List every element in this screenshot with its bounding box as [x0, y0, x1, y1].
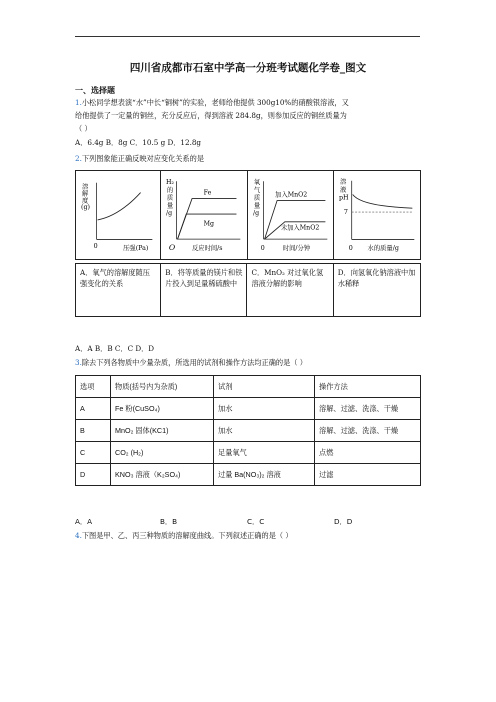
graph-b-xlabel: 反应时间/s — [192, 244, 223, 252]
question-3-stem: 3.除去下列各物质中少量杂质，所选用的试剂和操作方法均正确的是（ ） — [75, 358, 307, 367]
row-a-reagent: 加水 — [214, 398, 315, 420]
graph-a-cell — [76, 171, 161, 260]
graph-d — [338, 174, 416, 256]
graph-b-ylabel: H₂ 的 质 量 /g — [166, 179, 175, 217]
caption-table — [75, 263, 421, 317]
row-c-method: 点燃 — [315, 442, 421, 464]
row-a-substance: Fe 粉(CuSO₄) — [111, 398, 214, 420]
row-c-reagent: 足量氧气 — [214, 442, 315, 464]
caption-b: B．将等质量的镁片和铁片投入到足量稀硫酸中 — [161, 264, 247, 317]
question-1-options: A．6.4g B．8g C．10.5 g D．12.8g — [75, 138, 202, 147]
row-b-substance: MnO₂ 固体(KC1) — [111, 420, 214, 442]
question-3-option-a: A．A — [75, 517, 93, 526]
graph-a-ylabel: 溶 解 度 (g) — [80, 183, 90, 212]
header-reagent: 试剂 — [214, 376, 315, 398]
graph-a-xlabel: 压强(Pa) — [123, 245, 149, 253]
graph-b-origin: O — [169, 242, 176, 252]
question-4-number: 4. — [75, 531, 82, 540]
header-method: 操作方法 — [315, 376, 421, 398]
graph-d-cell — [333, 171, 420, 260]
row-b-method: 溶解、过滤、洗涤、干燥 — [315, 420, 421, 442]
graph-d-tick-7: 7 — [343, 209, 348, 217]
graph-c-xlabel: 时间/分钟 — [282, 244, 310, 252]
graph-c-with-mno2-line — [264, 201, 325, 240]
row-d-substance: KNO₃ 溶液（K₂SO₄) — [111, 464, 214, 486]
section-heading: 一、选择题 — [75, 86, 115, 95]
question-2-options: A．A B．B C．C D．D — [75, 344, 155, 353]
question-2-number: 2. — [75, 154, 82, 163]
graph-c-cell — [247, 171, 333, 260]
header-substance: 物质(括号内为杂质) — [111, 376, 214, 398]
graph-c — [252, 174, 329, 256]
graph-a-origin: 0 — [93, 243, 98, 251]
header-rule — [75, 36, 420, 37]
table-header-row — [76, 376, 421, 398]
question-3-option-c: C．C — [247, 517, 265, 526]
graph-b — [165, 174, 242, 256]
table-row — [76, 420, 421, 442]
row-c-option: C — [76, 442, 111, 464]
question-3-option-b: B．B — [160, 517, 178, 526]
graph-b-line1-label: Fe — [203, 189, 212, 197]
question-1-line-2: 给他提供了一定量的铜丝，充分反应后，得到溶液 284.8g，则参加反应的铜丝质量为 — [75, 111, 347, 120]
row-d-method: 过滤 — [315, 464, 421, 486]
caption-d: D．向氢氧化钠溶液中加水稀释 — [333, 264, 420, 317]
graph-table — [75, 170, 421, 260]
row-d-option: D — [76, 464, 111, 486]
caption-a: A．氧气的溶解度随压强变化的关系 — [76, 264, 161, 317]
graph-d-curve — [352, 194, 412, 208]
page-title: 四川省成都市石室中学高一分班考试题化学卷_图文 — [129, 62, 367, 74]
question-3-number: 3. — [75, 358, 82, 367]
graph-d-ylabel: 溶 液 pH — [338, 178, 349, 202]
row-d-reagent: 过量 Ba(NO₃)₂ 溶液 — [214, 464, 315, 486]
graph-c-line2-label: 未加入MnO2 — [280, 224, 319, 232]
question-2-stem: 2.下列图象能正确反映对应变化关系的是 — [75, 154, 205, 163]
header-option: 选项 — [76, 376, 111, 398]
table-row — [76, 464, 421, 486]
row-a-option: A — [76, 398, 111, 420]
graph-b-fe-line — [178, 199, 237, 240]
graph-d-xlabel: 水的质量/g — [367, 245, 399, 253]
row-c-substance: CO₂ (H₂) — [111, 442, 214, 464]
row-b-reagent: 加水 — [214, 420, 315, 442]
graph-b-cell — [161, 171, 247, 260]
table-row — [76, 398, 421, 420]
graph-c-ylabel: 氧 气 质 量 /g — [252, 179, 260, 217]
graph-d-origin: 0 — [348, 245, 353, 253]
graph-c-line1-label: 加入MnO2 — [274, 191, 307, 199]
question-1-line-1: 1.小松同学想表演“水”中长“铜树”的实验，老师给他提供 300g10%的硝酸银溶液，又 — [75, 98, 349, 107]
reagent-table — [75, 375, 421, 486]
graph-b-line2-label: Mg — [203, 220, 215, 228]
graph-a-curve — [98, 193, 141, 220]
row-a-method: 溶解、过滤、洗涤、干燥 — [315, 398, 421, 420]
graph-a — [80, 174, 156, 256]
question-3-option-d: D．D — [334, 517, 353, 526]
table-row — [76, 442, 421, 464]
caption-c: C．MnO₂ 对过氧化氢溶液分解的影响 — [247, 264, 333, 317]
row-b-option: B — [76, 420, 111, 442]
question-1-number: 1. — [75, 98, 82, 107]
question-4-stem: 4.下图是甲、乙、丙三种物质的溶解度曲线。下列叙述正确的是（ ） — [75, 531, 293, 540]
question-1-line-3: （ ） — [75, 124, 92, 133]
graph-c-origin: 0 — [260, 244, 265, 252]
